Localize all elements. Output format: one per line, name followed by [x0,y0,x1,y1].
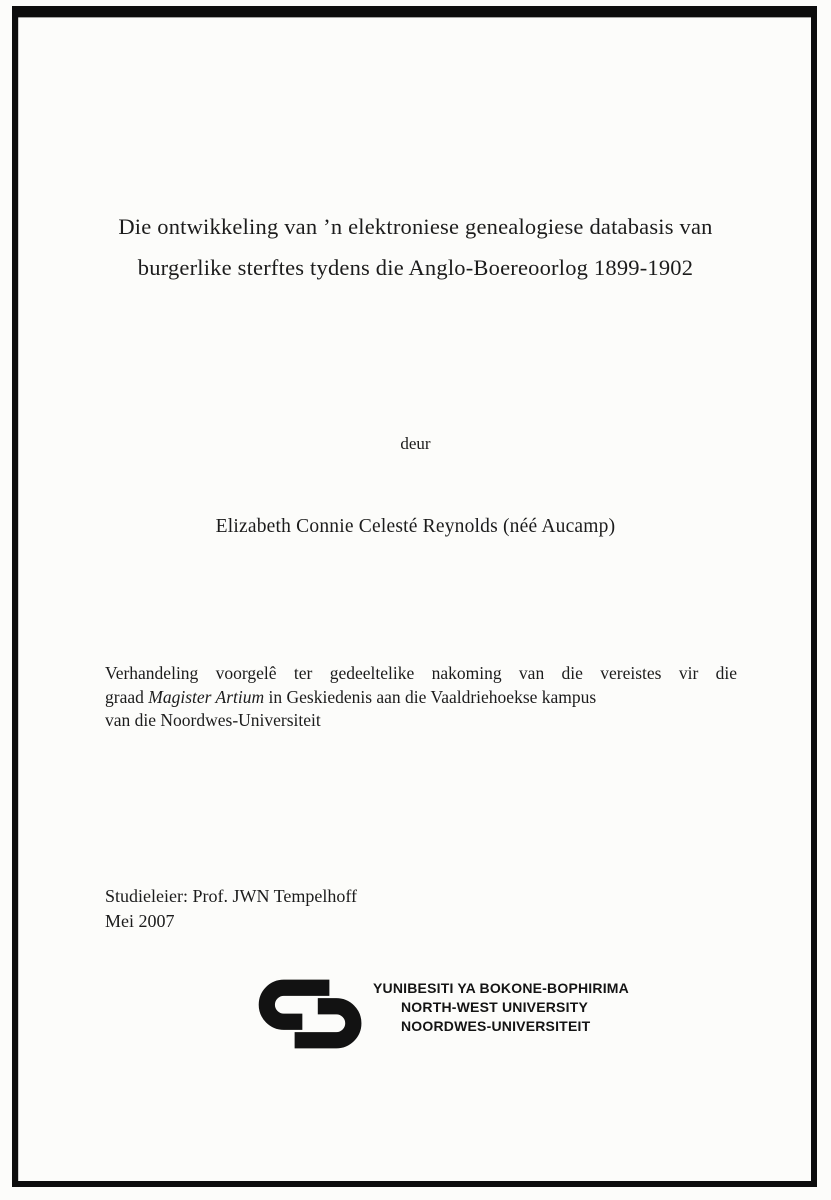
declaration-line-2-pre: graad [105,686,149,707]
supervisor-block [105,884,357,934]
title-line-1: Die ontwikkeling van ’n elektroniese genealogiese databasis van [118,214,713,239]
supervisor-line: Studieleier: Prof. JWN Tempelhoff [105,886,358,906]
thesis-title [0,206,831,288]
degree-name-italic: Magister Artium [148,686,265,707]
byline: deur [400,434,431,453]
declaration-line-2 [105,686,737,710]
chain-links-logo-icon [256,972,368,1056]
author-name: Elizabeth Connie Celesté Reynolds (néé Aucamp) [215,516,616,537]
date-line: Mei 2007 [105,911,175,931]
declaration-line-3: van die Noordwes-Universiteit [105,710,321,730]
declaration-line-2-post: in Geskiedenis aan die Vaaldriehoekse kampus [264,686,597,707]
logo-line-setswana: YUNIBESITI YA BOKONE-BOPHIRIMA [373,980,629,996]
university-logo [256,972,629,1056]
logo-wordmark [373,979,629,1036]
declaration-paragraph [105,662,737,733]
title-line-2: burgerlike sterftes tydens die Anglo-Boereoorlog 1899-1902 [137,255,694,280]
logo-line-english: NORTH-WEST UNIVERSITY [401,999,588,1015]
declaration-line-1: Verhandeling voorgelê ter gedeeltelike nakoming van die vereistes vir die [105,663,737,683]
logo-line-afrikaans: NOORDWES-UNIVERSITEIT [401,1018,591,1034]
